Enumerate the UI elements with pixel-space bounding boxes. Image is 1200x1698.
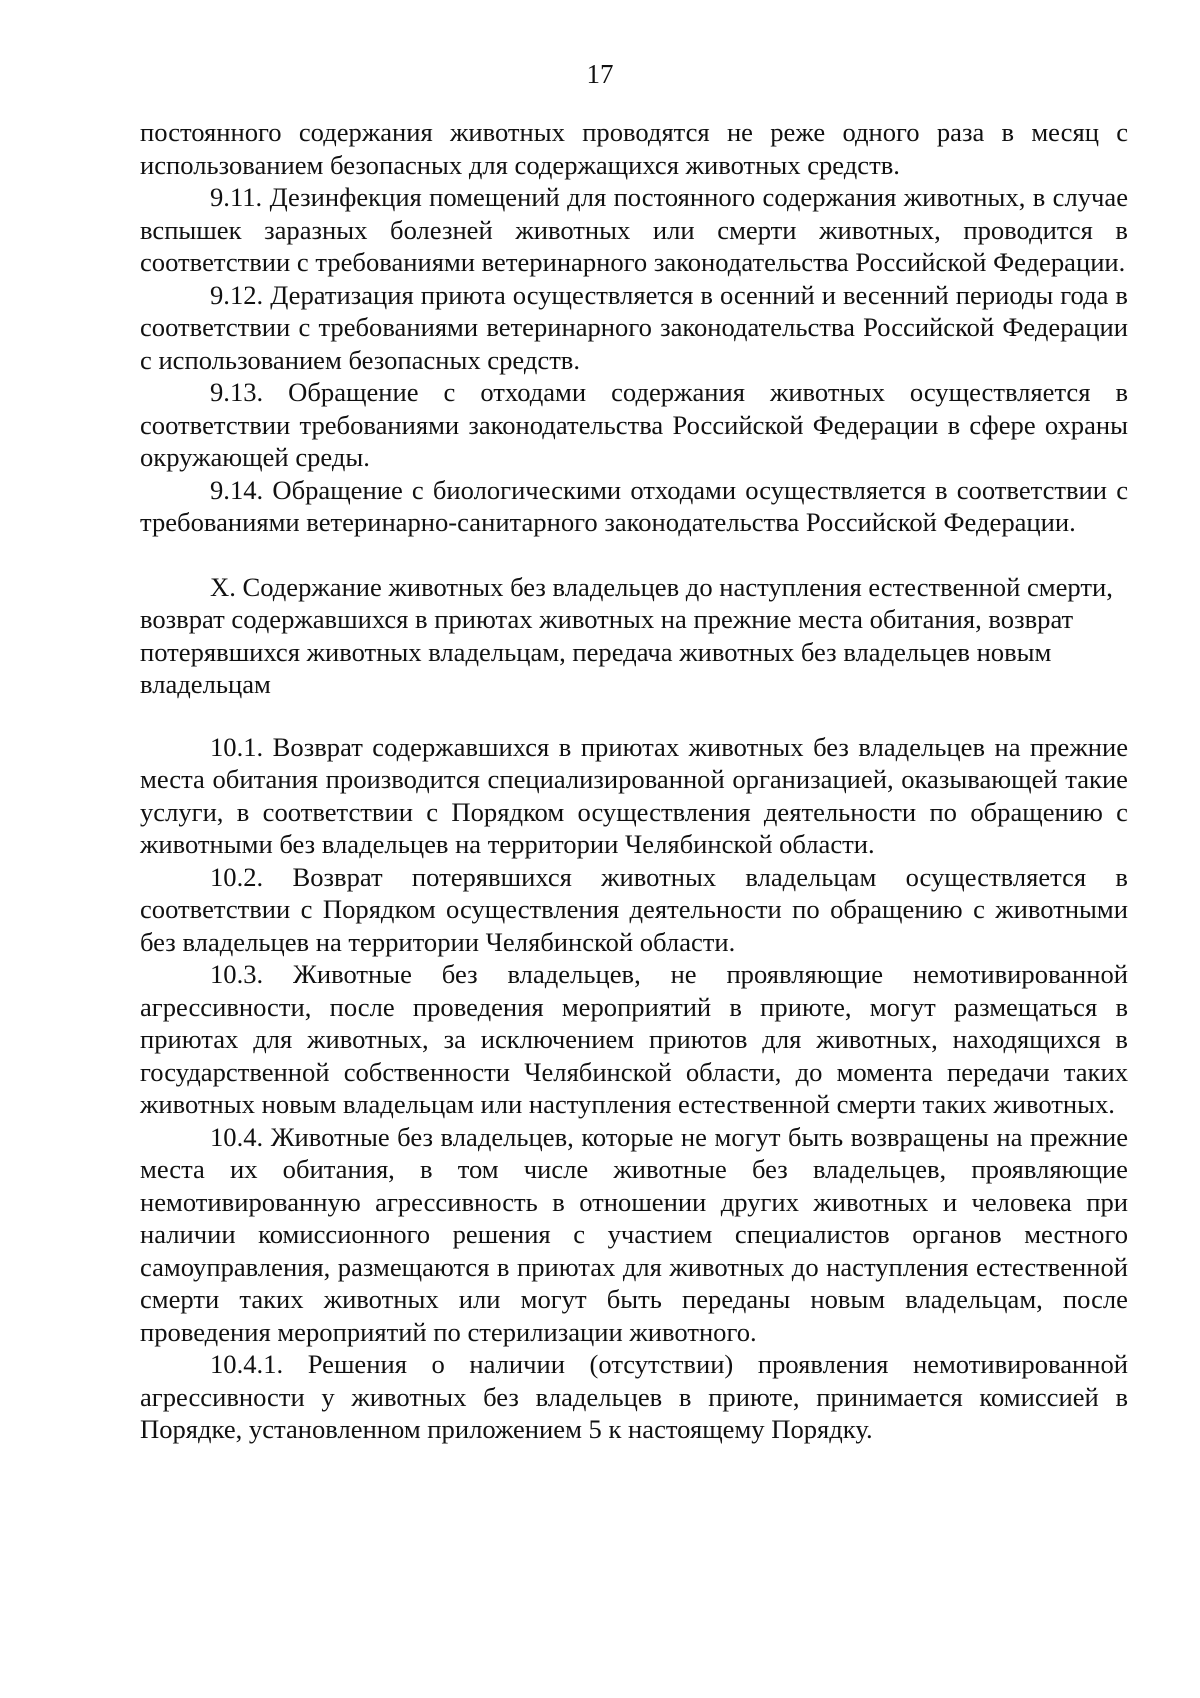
document-body (140, 116, 1128, 1446)
spacer (140, 539, 1128, 571)
paragraph-9-14: 9.14. Обращение с биологическими отходами осуществляется в соответствии с требованиями ветеринарно-санитарного законодательства Российской Федерации. (140, 474, 1128, 537)
section-heading-x: X. Содержание животных без владельцев до наступления естественной смерти, возврат содержавшихся в приютах животных на прежние места обитания, возврат потерявшихся животных владельцам, передача животных без владельцев новым владельцам (140, 571, 1113, 699)
paragraph-10-4-1: 10.4.1. Решения о наличии (отсутствии) проявления немотивированной агрессивности у животных без владельцев в приюте, принимается комиссией в Порядке, установленном приложением 5 к настоящему Порядку. (140, 1349, 1128, 1444)
paragraph-9-12: 9.12. Дератизация приюта осуществляется в осенний и весенний периоды года в соответствии с требованиями ветеринарного законодательства Российской Федерации с использованием безопасных средств. (140, 279, 1128, 375)
page-number: 17 (586, 59, 614, 89)
paragraph-10-4: 10.4. Животные без владельцев, которые не могут быть возвращены на прежние места их обитания, в том числе животные без владельцев, проявляющие немотивированную агрессивность в отношении других животных и человека при наличии комиссионного решения с участием специалистов органов местного самоуправления, размещаются в приютах для животных до наступления естественной смерти таких животных или могут быть переданы новым владельцам, после проведения мероприятий по стерилизации животного. (140, 1121, 1128, 1347)
paragraph-9-11: 9.11. Дезинфекция помещений для постоянного содержания животных, в случае вспышек заразных болезней животных или смерти животных, проводится в соответствии с требованиями ветеринарного законодательства Российской Федерации. (140, 182, 1128, 277)
spacer (140, 701, 1128, 731)
paragraph-10-3: 10.3. Животные без владельцев, не проявляющие немотивированной агрессивности, после проведения мероприятий в приюте, могут размещаться в приютах для животных, за исключением приютов для животных, находящихся в государственной собственности Челябинской области, до момента передачи таких животных новым владельцам или наступления естественной смерти таких животных. (140, 959, 1128, 1119)
paragraph-9-13: 9.13. Обращение с отходами содержания животных осуществляется в соответствии требованиями законодательства Российской Федерации в сфере охраны окружающей среды. (140, 377, 1128, 472)
paragraph-continuation: постоянного содержания животных проводятся не реже одного раза в месяц с использованием безопасных для содержащихся животных средств. (140, 117, 1128, 180)
paragraph-10-2: 10.2. Возврат потерявшихся животных владельцам осуществляется в соответствии с Порядком осуществления деятельности по обращению с животными без владельцев на территории Челябинской области. (140, 861, 1128, 957)
paragraph-10-1: 10.1. Возврат содержавшихся в приютах животных без владельцев на прежние места обитания производится специализированной организацией, оказывающей такие услуги, в соответствии с Порядком осуществления деятельности по обращению с животными без владельцев на территории Челябинской области. (140, 731, 1128, 859)
